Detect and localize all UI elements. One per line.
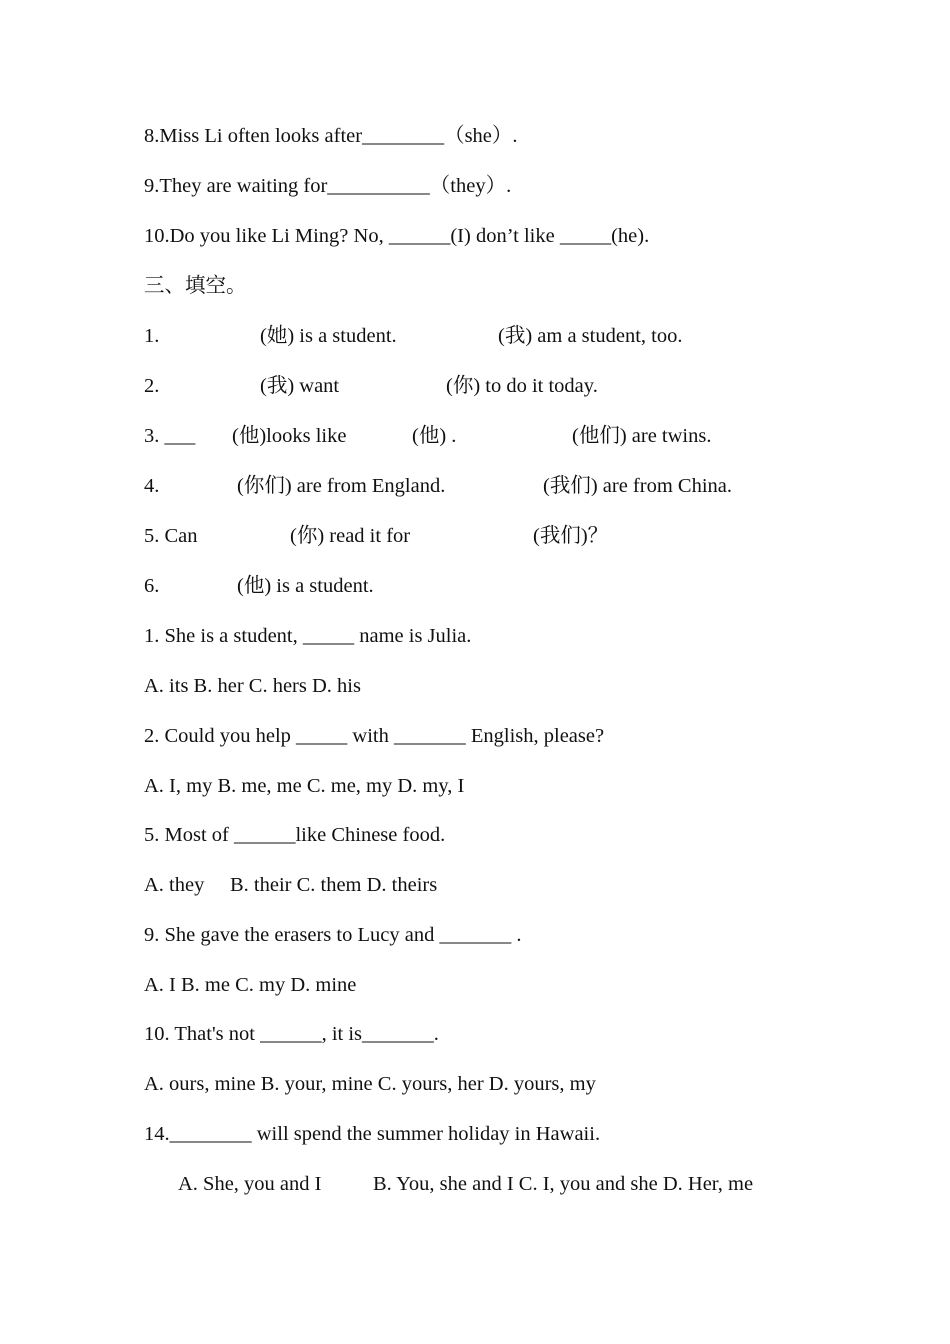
- fill-blank-text: (我) want: [260, 375, 340, 397]
- fill-blank-text: (他)looks like: [232, 425, 347, 447]
- fill-blank-text: (我) am a student, too.: [498, 325, 683, 347]
- item-number: 4.: [144, 475, 160, 497]
- choice-options: A. they B. their C. them D. theirs: [144, 874, 438, 896]
- item-number: 6.: [144, 575, 160, 597]
- choice-question: 10. That's not ______, it is_______.: [144, 1023, 439, 1045]
- option-text: A. She, you and I: [178, 1173, 322, 1195]
- fill-blank-text: (你们) are from England.: [237, 475, 446, 497]
- fill-blank-text: (你) read it for: [290, 525, 411, 547]
- question-line: 8.Miss Li often looks after________（she）.: [144, 125, 518, 147]
- fill-blank-text: (他) .: [412, 425, 457, 447]
- question-line: 9.They are waiting for__________（they）.: [144, 175, 512, 197]
- fill-blank-text: (我们) are from China.: [543, 475, 732, 497]
- fill-blank-text: (我们)？: [533, 525, 609, 547]
- question-line: 10.Do you like Li Ming? No, ______(I) don’t like _____(he).: [144, 225, 650, 247]
- choice-options: A. ours, mine B. your, mine C. yours, her D. yours, my: [144, 1073, 596, 1095]
- section-heading: 三、填空。: [144, 275, 247, 297]
- option-text: B. You, she and I C. I, you and she D. Her, me: [373, 1173, 754, 1195]
- choice-question: 1. She is a student, _____ name is Julia.: [144, 625, 472, 647]
- fill-blank-text: (他) is a student.: [237, 575, 374, 597]
- choice-question: 9. She gave the erasers to Lucy and _______ .: [144, 924, 522, 946]
- fill-blank-line: [144, 574, 844, 670]
- choice-options: [178, 1172, 818, 1268]
- item-number: 2.: [144, 375, 160, 397]
- item-number: 3. ___: [144, 425, 196, 447]
- item-number: 1.: [144, 325, 160, 347]
- fill-blank-text: (他们) are twins.: [572, 425, 712, 447]
- fill-blank-text: (你) to do it today.: [446, 375, 598, 397]
- item-number: 5. Can: [144, 525, 198, 547]
- choice-question: 2. Could you help _____ with _______ English, please?: [144, 725, 605, 747]
- choice-question: 14.________ will spend the summer holiday in Hawaii.: [144, 1123, 601, 1145]
- choice-options: A. I B. me C. my D. mine: [144, 974, 357, 996]
- choice-options: A. its B. her C. hers D. his: [144, 675, 361, 697]
- choice-question: 5. Most of ______like Chinese food.: [144, 824, 446, 846]
- choice-options: A. I, my B. me, me C. me, my D. my, I: [144, 775, 465, 797]
- fill-blank-text: (她) is a student.: [260, 325, 397, 347]
